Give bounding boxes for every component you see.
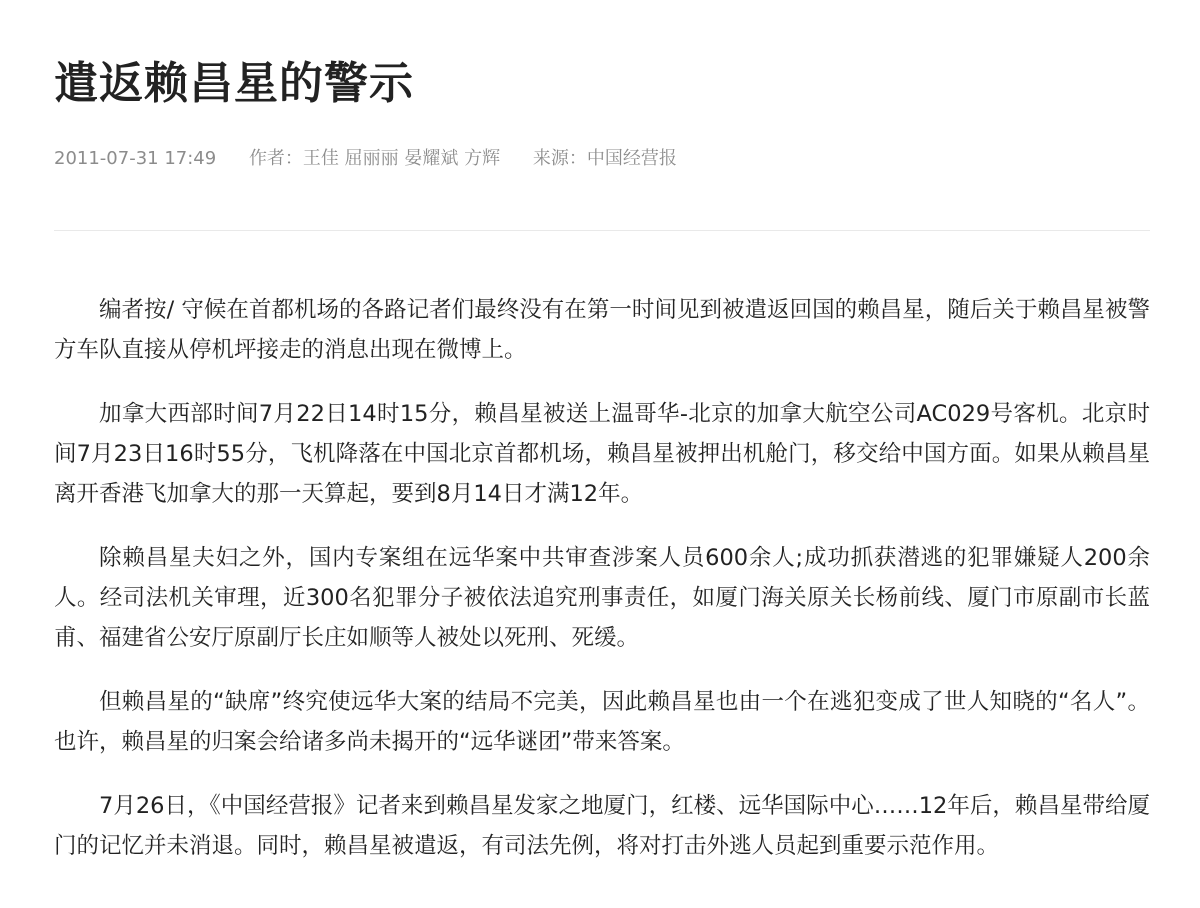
source-line: 来源：中国经营报 [532, 148, 677, 169]
paragraph: 7月26日，《中国经营报》记者来到赖昌星发家之地厦门，红楼、远华国际中心……12年后，赖昌星带给厦门的记忆并未消退。同时，赖昌星被遣返，有司法先例，将对打击外逃人员起到重要示范作用。 [54, 793, 1150, 859]
author-line: 作者：王佳 屈丽丽 晏耀斌 方辉 [248, 148, 501, 169]
paragraph: 但赖昌星的“缺席”终究使远华大案的结局不完美，因此赖昌星也由一个在逃犯变成了世人知晓的“名人”。也许，赖昌星的归案会给诸多尚未揭开的“远华谜团”带来答案。 [54, 689, 1150, 755]
paragraph: 加拿大西部时间7月22日14时15分，赖昌星被送上温哥华-北京的加拿大航空公司AC029号客机。北京时间7月23日16时55分，飞机降落在中国北京首都机场，赖昌星被押出机舱门，移交给中国方面。如果从赖昌星离开香港飞加拿大的那一天算起，要到8月14日才满12年。 [54, 401, 1150, 507]
article-meta [54, 145, 677, 173]
header-divider [54, 230, 1150, 231]
paragraph: 除赖昌星夫妇之外，国内专案组在远华案中共审查涉案人员600余人;成功抓获潜逃的犯罪嫌疑人200余人。经司法机关审理，近300名犯罪分子被依法追究刑事责任，如厦门海关原关长杨前线、厦门市原副市长蓝甫、福建省公安厅原副厅长庄如顺等人被处以死刑、死缓。 [54, 545, 1150, 651]
article-body [54, 290, 1150, 890]
publish-date: 2011-07-31 17:49 [54, 148, 217, 169]
paragraph-editor-note: 编者按/ 守候在首都机场的各路记者们最终没有在第一时间见到被遣返回国的赖昌星，随后关于赖昌星被警方车队直接从停机坪接走的消息出现在微博上。 [54, 297, 1150, 363]
article-title: 遣返赖昌星的警示 [54, 58, 414, 109]
